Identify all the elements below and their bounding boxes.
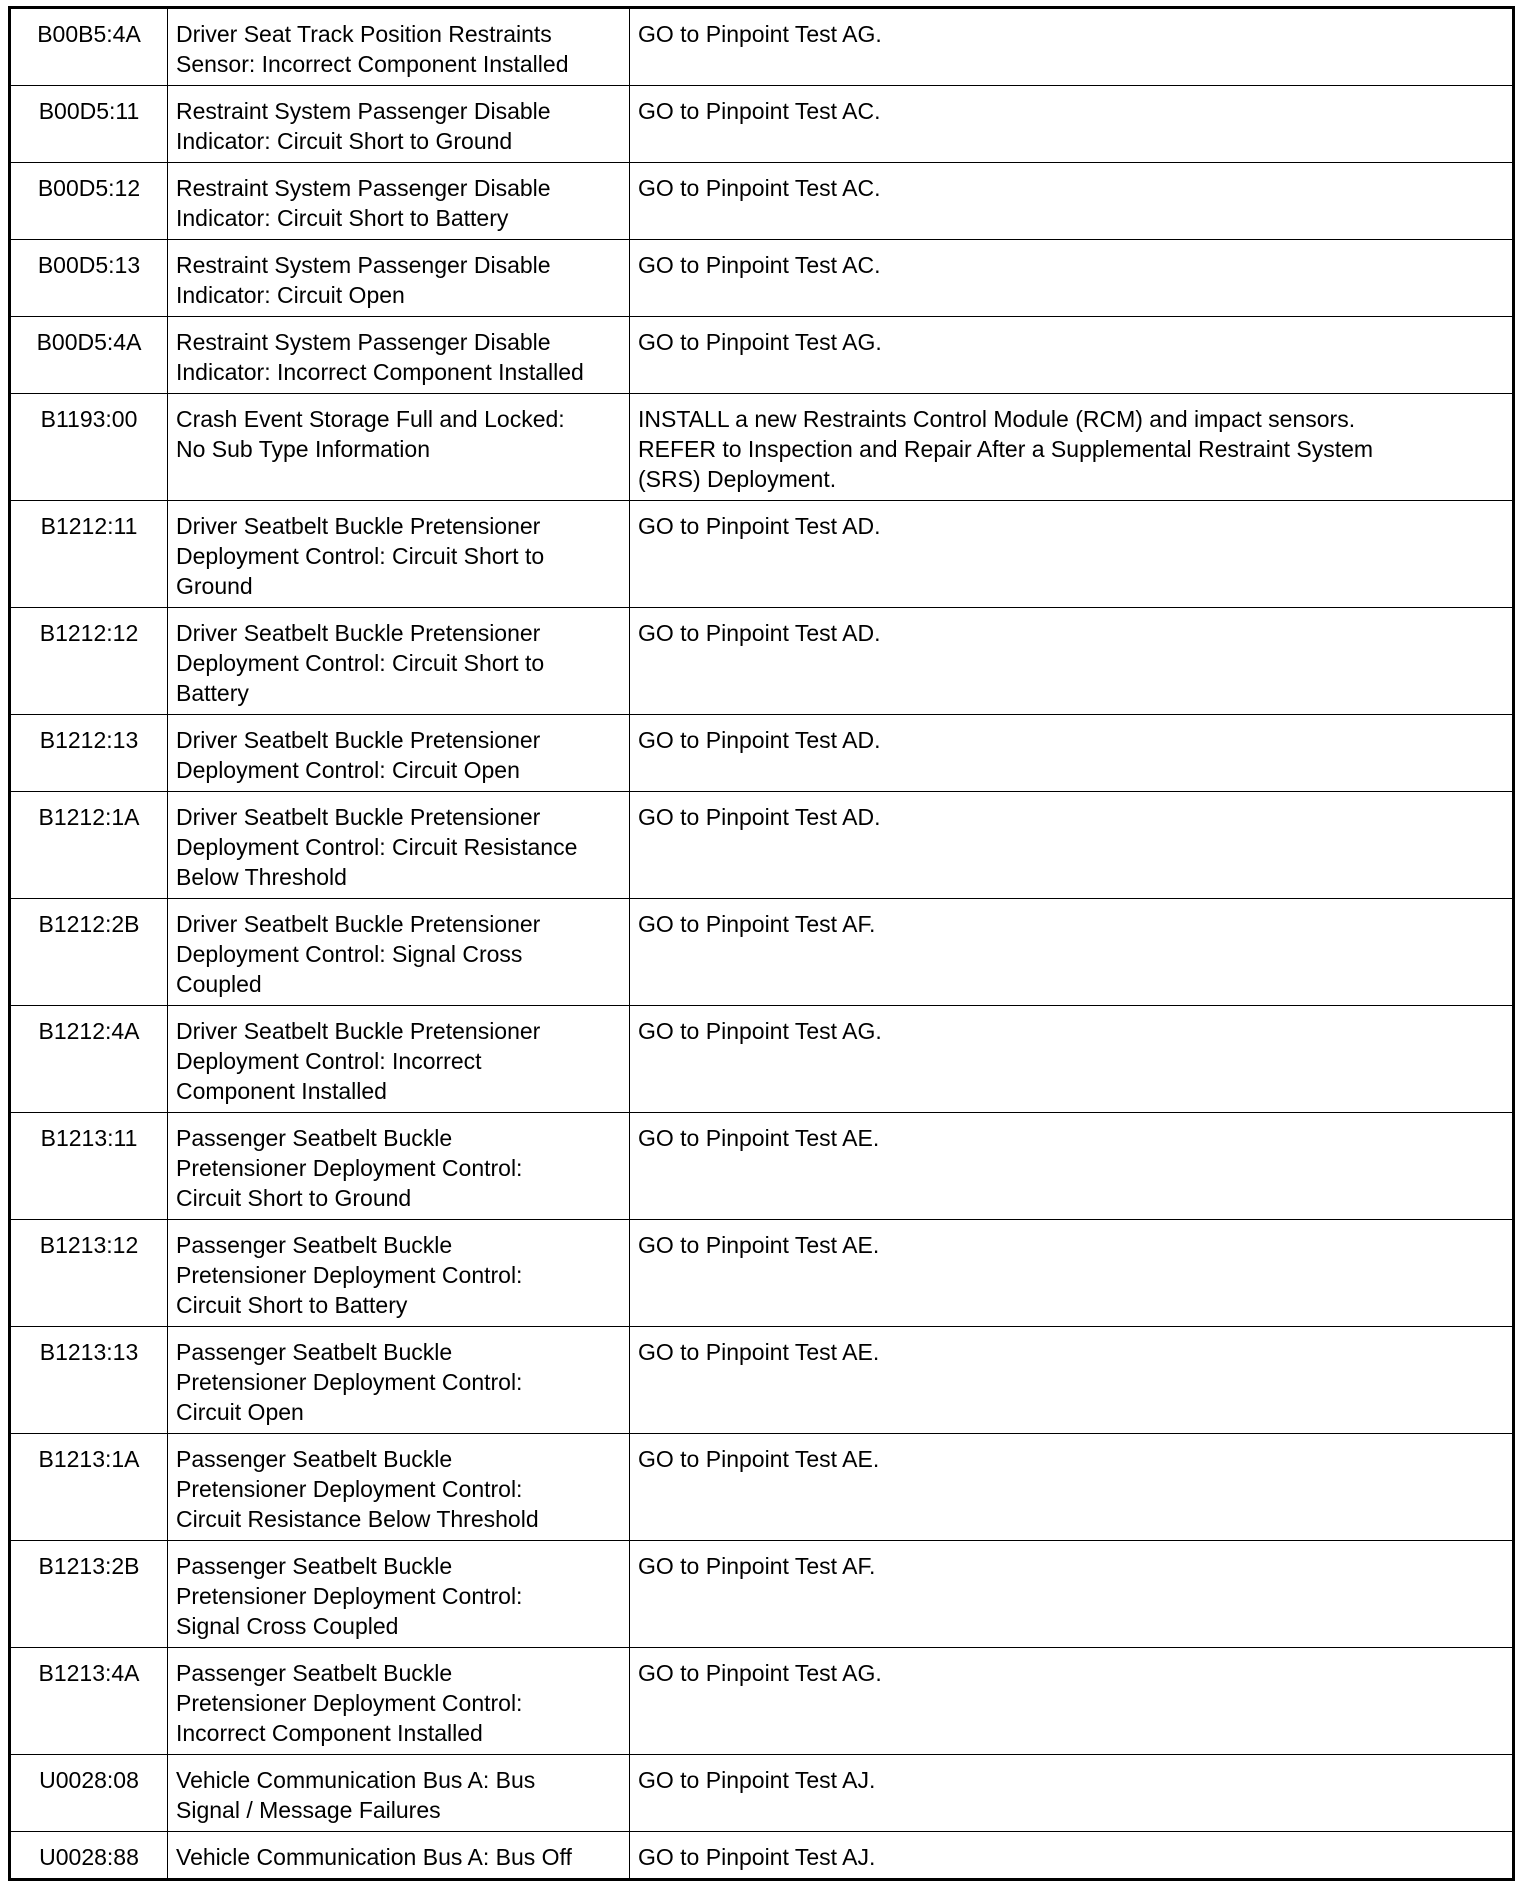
dtc-description-cell: Crash Event Storage Full and Locked: No Sub Type Information [168,394,630,501]
dtc-code-cell: B00D5:4A [10,317,168,394]
dtc-description-cell: Passenger Seatbelt Buckle Pretensioner Deployment Control: Signal Cross Coupled [168,1541,630,1648]
table-row [10,1755,1514,1832]
dtc-description-cell: Passenger Seatbelt Buckle Pretensioner Deployment Control: Incorrect Component Installed [168,1648,630,1755]
dtc-action-cell: GO to Pinpoint Test AE. [630,1434,1514,1541]
dtc-code-cell: B1213:12 [10,1220,168,1327]
table-row [10,715,1514,792]
table-row [10,899,1514,1006]
table-row [10,394,1514,501]
dtc-action-cell: GO to Pinpoint Test AD. [630,501,1514,608]
dtc-action-cell: GO to Pinpoint Test AJ. [630,1832,1514,1880]
dtc-action-cell: GO to Pinpoint Test AD. [630,715,1514,792]
table-row [10,1220,1514,1327]
dtc-code-cell: B1212:11 [10,501,168,608]
dtc-description-cell: Vehicle Communication Bus A: Bus Off [168,1832,630,1880]
dtc-action-cell: GO to Pinpoint Test AF. [630,1541,1514,1648]
dtc-action-cell: GO to Pinpoint Test AG. [630,1648,1514,1755]
dtc-code-cell: B1212:1A [10,792,168,899]
dtc-description-cell: Passenger Seatbelt Buckle Pretensioner Deployment Control: Circuit Short to Ground [168,1113,630,1220]
dtc-code-cell: B00D5:13 [10,240,168,317]
dtc-action-cell: GO to Pinpoint Test AC. [630,163,1514,240]
dtc-description-cell: Driver Seat Track Position Restraints Sensor: Incorrect Component Installed [168,8,630,86]
dtc-description-cell: Restraint System Passenger Disable Indicator: Circuit Short to Ground [168,86,630,163]
dtc-code-cell: B1212:12 [10,608,168,715]
table-row [10,1327,1514,1434]
dtc-code-cell: B1213:11 [10,1113,168,1220]
table-row [10,1541,1514,1648]
dtc-action-cell: GO to Pinpoint Test AC. [630,240,1514,317]
dtc-code-cell: B00D5:12 [10,163,168,240]
dtc-description-cell: Passenger Seatbelt Buckle Pretensioner Deployment Control: Circuit Short to Battery [168,1220,630,1327]
dtc-action-cell: GO to Pinpoint Test AF. [630,899,1514,1006]
table-row [10,86,1514,163]
dtc-action-cell: GO to Pinpoint Test AG. [630,1006,1514,1113]
dtc-code-cell: U0028:08 [10,1755,168,1832]
dtc-description-cell: Passenger Seatbelt Buckle Pretensioner Deployment Control: Circuit Open [168,1327,630,1434]
dtc-code-cell: B1212:13 [10,715,168,792]
table-row [10,8,1514,86]
dtc-action-cell: GO to Pinpoint Test AG. [630,8,1514,86]
dtc-description-cell: Driver Seatbelt Buckle Pretensioner Deployment Control: Circuit Short to Battery [168,608,630,715]
dtc-code-cell: B00B5:4A [10,8,168,86]
table-row [10,240,1514,317]
dtc-code-cell: B1213:1A [10,1434,168,1541]
table-row [10,1434,1514,1541]
dtc-action-cell: GO to Pinpoint Test AC. [630,86,1514,163]
table-row [10,792,1514,899]
table-row [10,317,1514,394]
dtc-description-cell: Restraint System Passenger Disable Indicator: Incorrect Component Installed [168,317,630,394]
table-row [10,1113,1514,1220]
dtc-description-cell: Restraint System Passenger Disable Indicator: Circuit Short to Battery [168,163,630,240]
dtc-description-cell: Restraint System Passenger Disable Indicator: Circuit Open [168,240,630,317]
dtc-code-cell: B1213:4A [10,1648,168,1755]
dtc-code-cell: B00D5:11 [10,86,168,163]
dtc-description-cell: Driver Seatbelt Buckle Pretensioner Deployment Control: Circuit Short to Ground [168,501,630,608]
dtc-code-cell: B1193:00 [10,394,168,501]
dtc-description-cell: Driver Seatbelt Buckle Pretensioner Deployment Control: Circuit Open [168,715,630,792]
dtc-action-cell: GO to Pinpoint Test AG. [630,317,1514,394]
dtc-action-cell: GO to Pinpoint Test AJ. [630,1755,1514,1832]
table-row [10,1006,1514,1113]
dtc-description-cell: Vehicle Communication Bus A: Bus Signal / Message Failures [168,1755,630,1832]
dtc-code-cell: U0028:88 [10,1832,168,1880]
dtc-table-body [10,8,1514,1880]
dtc-action-cell: GO to Pinpoint Test AE. [630,1220,1514,1327]
dtc-action-cell: GO to Pinpoint Test AE. [630,1327,1514,1434]
dtc-action-cell: GO to Pinpoint Test AD. [630,608,1514,715]
dtc-table [8,6,1515,1881]
dtc-code-cell: B1212:4A [10,1006,168,1113]
dtc-description-cell: Passenger Seatbelt Buckle Pretensioner Deployment Control: Circuit Resistance Below Threshold [168,1434,630,1541]
table-row [10,1832,1514,1880]
dtc-action-cell: GO to Pinpoint Test AD. [630,792,1514,899]
dtc-description-cell: Driver Seatbelt Buckle Pretensioner Deployment Control: Signal Cross Coupled [168,899,630,1006]
dtc-code-cell: B1213:13 [10,1327,168,1434]
table-row [10,1648,1514,1755]
dtc-action-cell: GO to Pinpoint Test AE. [630,1113,1514,1220]
table-row [10,501,1514,608]
table-row [10,163,1514,240]
dtc-description-cell: Driver Seatbelt Buckle Pretensioner Deployment Control: Incorrect Component Installed [168,1006,630,1113]
dtc-code-cell: B1212:2B [10,899,168,1006]
dtc-description-cell: Driver Seatbelt Buckle Pretensioner Deployment Control: Circuit Resistance Below Threshold [168,792,630,899]
dtc-action-cell: INSTALL a new Restraints Control Module (RCM) and impact sensors. REFER to Inspection and Repair After a Supplemental Restraint System (SRS) Deployment. [630,394,1514,501]
dtc-code-cell: B1213:2B [10,1541,168,1648]
table-row [10,608,1514,715]
